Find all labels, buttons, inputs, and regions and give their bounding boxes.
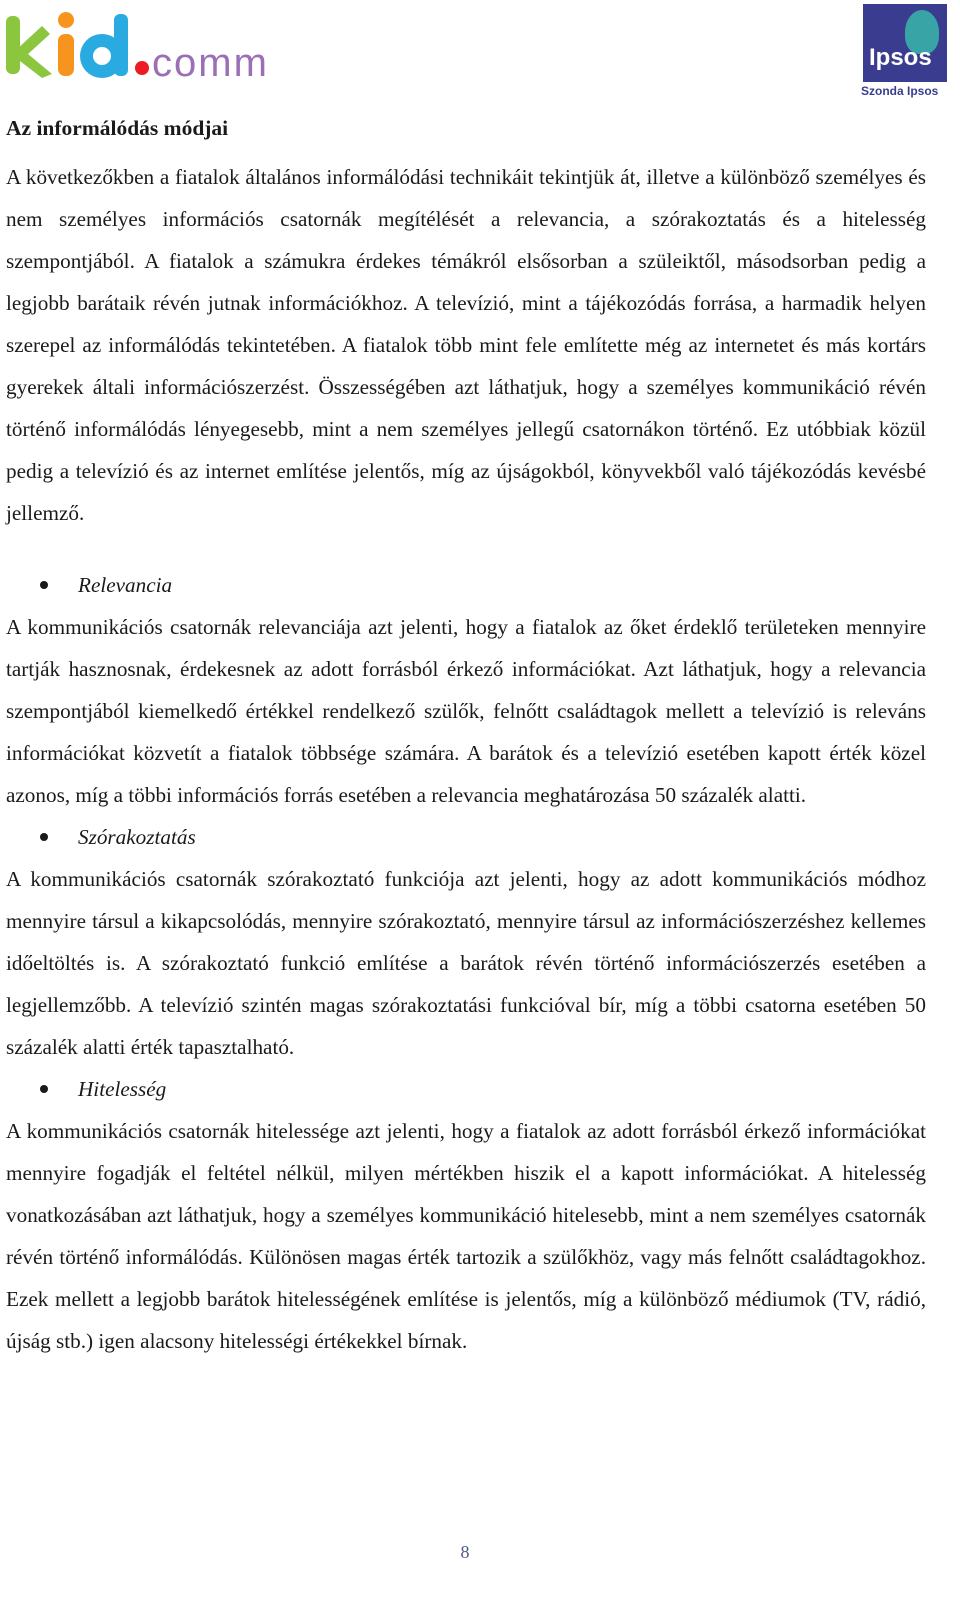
ipsos-logo-subtitle: Szonda Ipsos [861, 84, 939, 98]
bullet-dot-icon [40, 581, 48, 589]
document-body [6, 112, 926, 1362]
page-number: 8 [460, 1542, 470, 1562]
bullet-szorakoztatas [6, 816, 926, 858]
svg-text:comm: comm [152, 41, 269, 85]
ipsos-logo [861, 4, 953, 98]
hitelesseg-paragraph: A kommunikációs csatornák hitelessége azt jelenti, hogy a fiatalok az adott forrásból érkező információkat mennyire fogadják el feltétel nélkül, milyen mértékben hiszik el a kapott információkat. A hitelesség vonatkozásában azt láthatjuk, hogy a személyes kommunikáció hitelesebb, mint a nem személyes csatornák révén történő informálódás. Különösen magas érték tartozik a szülőkhöz, vagy más felnőtt családtagokhoz. Ezek mellett a legjobb barátok hitelességének említése is jelentős, míg a különböző médiumok (TV, rádió, újság stb.) igen alacsony hitelességi értékekkel bírnak. [6, 1119, 926, 1353]
kidcomm-logo [2, 6, 342, 86]
szorakoztatas-paragraph: A kommunikációs csatornák szórakoztató funkciója azt jelenti, hogy az adott kommunikációs módhoz mennyire társul a kikapcsolódás, mennyire szórakoztató, mennyire társul az információszerzéshez kellemes időeltöltés is. A szórakoztató funkció említése a barátok révén történő információszerzés esetében a legjellemzőbb. A televízió szintén magas szórakoztatási funkcióval bír, míg a többi csatorna esetében 50 százalék alatti érték tapasztalható. [6, 867, 926, 1059]
bullet-label: Hitelesség [78, 1077, 167, 1101]
intro-paragraph: A következőkben a fiatalok általános informálódási technikáit tekintjük át, illetve a különböző személyes és nem személyes információs csatornák megítélését a relevancia, a szórakoztatás és a hitelesség szempontjából. A fiatalok a számukra érdekes témákról elsősorban a szüleiktől, másodsorban pedig a legjobb barátaik révén jutnak információkhoz. A televízió, mint a tájékozódás forrása, a harmadik helyen szerepel az informálódás tekintetében. A fiatalok több mint fele említette még az internetet és más kortárs gyerekek általi információszerzést. Összességében azt láthatjuk, hogy a személyes kommunikáció révén történő informálódás lényegesebb, mint a nem személyes jellegű csatornákon történő. Ez utóbbiak közül pedig a televízió és az internet említése jelentős, míg az újságokból, könyvekből való tájékozódás kevésbé jellemző. [6, 165, 926, 525]
bullet-hitelesseg [6, 1068, 926, 1110]
bullet-relevancia [6, 564, 926, 606]
bullet-dot-icon [40, 833, 48, 841]
bullet-label: Szórakoztatás [78, 825, 196, 849]
bullet-dot-icon [40, 1085, 48, 1093]
section-gap [6, 534, 926, 564]
bullet-label: Relevancia [78, 573, 173, 597]
relevancia-paragraph: A kommunikációs csatornák relevanciája azt jelenti, hogy a fiatalok az őket érdeklő területeken mennyire tartják hasznosnak, érdekesnek az adott forrásból érkező információkat. Azt láthatjuk, hogy a relevancia szempontjából kiemelkedő értékkel rendelkező szülők, felnőtt családtagok mellett a televízió is releváns információkat közvetít a fiatalok többsége számára. A barátok és a televízió esetében kapott érték közel azonos, míg a többi információs forrás esetében a relevancia meghatározása 50 százalék alatti. [6, 615, 926, 807]
section-heading: Az informálódás módjai [6, 116, 229, 140]
ipsos-logo-word: Ipsos [869, 44, 932, 71]
page-header [0, 0, 960, 110]
